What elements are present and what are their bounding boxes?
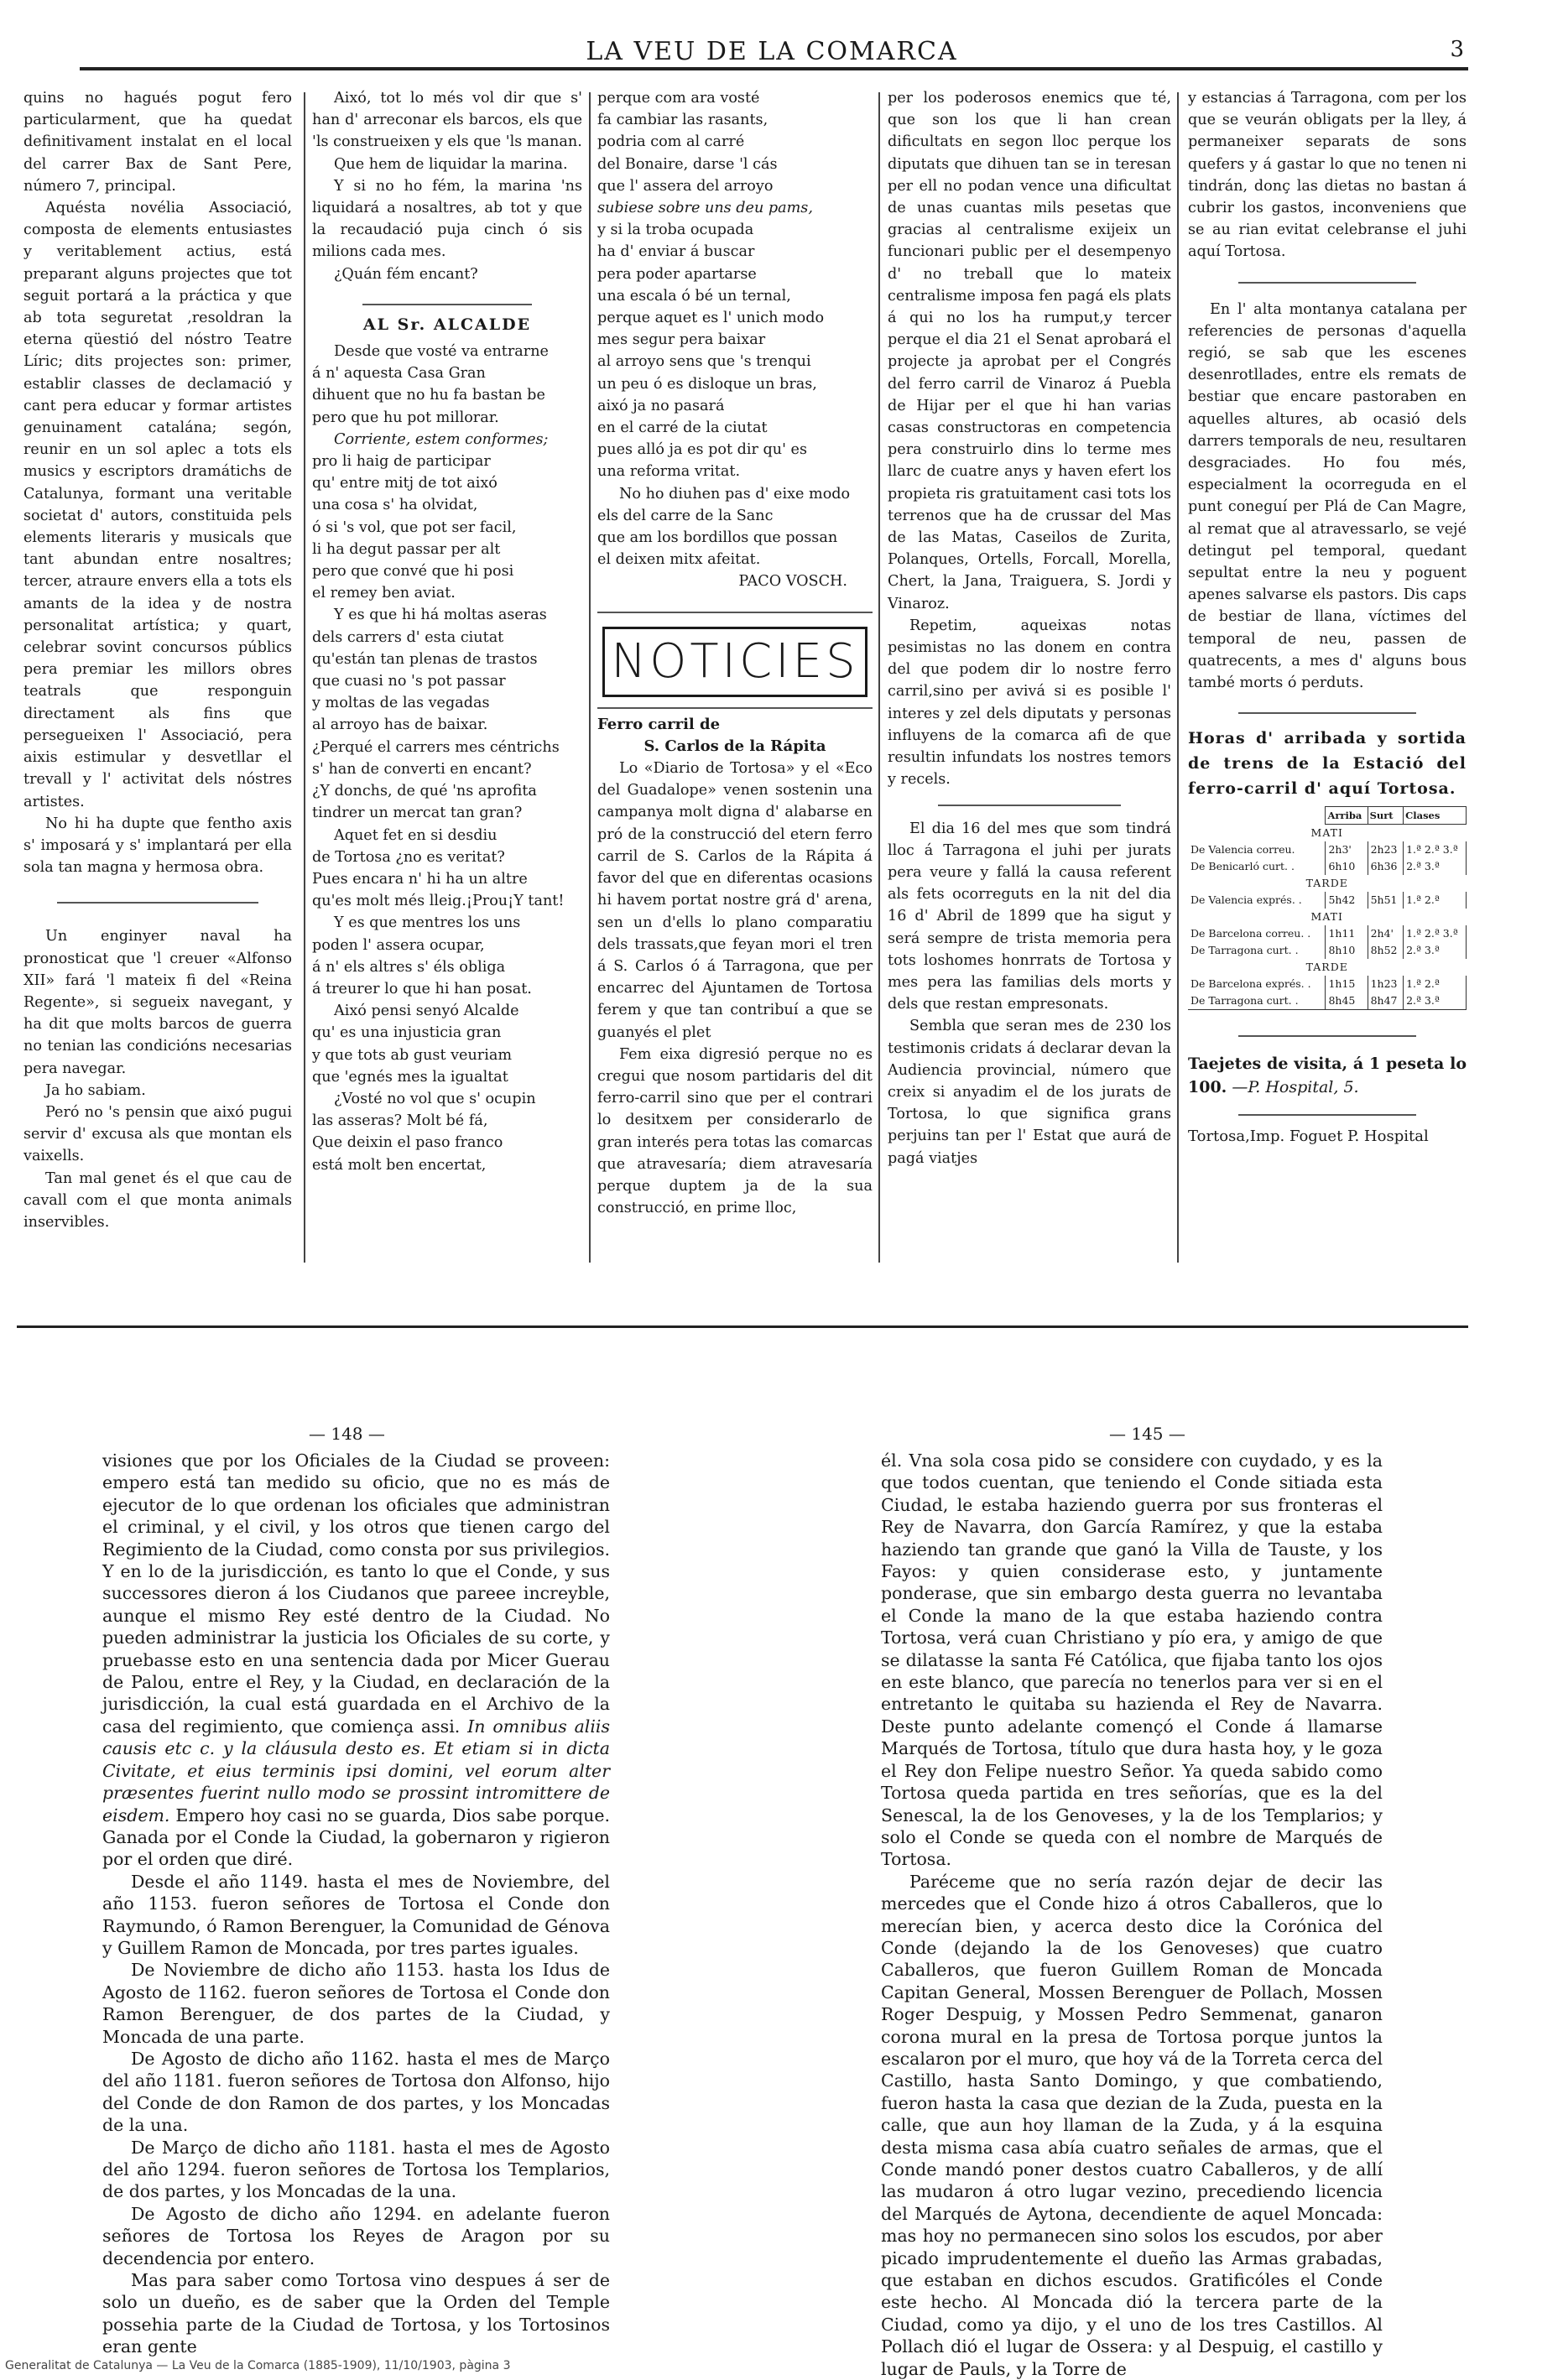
paragraph: Aixó, tot lo més vol dir que s' han d' arreconar els barcos, els que 'ls construeixen y els que 'ls manan. [312,90,582,151]
poem [597,87,873,570]
table-cell: 2.ª 3.ª [1404,942,1467,959]
paragraph: Lo «Diario de Tortosa» y el «Eco del Guadalope» venen sostenin una campanya molt digna d' alabarse en pró de la construcció del etern ferro carril de S. Carlos de la Rápita á favor del que en diferentas ocasions hi havem portat nostre grá d' arena, sen un d'ells lo plano comparatiu dels trassats,que feyan mori el tren á S. Carlos ó á Tarragona, que per encarrec del Ajuntamen de Tortosa ferem y que tan contribuí a que se guanyés el plet [597,760,873,1041]
poem-line: fa cambiar las rasants, [597,112,768,129]
poem-line: subiese sobre uns deu pams, [597,200,813,217]
paragraph [102,1450,610,1871]
column-3 [597,87,873,1219]
poem [312,341,582,1176]
section-divider [1238,712,1416,714]
poem-line: dihuent que no hu fa bastan be [312,387,545,404]
table-cell: De Tarragona curt. . [1188,942,1326,959]
table-cell: De Benicarló curt. . [1188,858,1326,875]
poem-line: pues alló ja es pot dir qu' es [597,441,807,459]
table-section-row [1188,959,1467,976]
table-section-row [1188,875,1467,892]
poem-line: una cosa s' ha olvidat, [312,497,478,514]
paragraph: Paréceme que no sería razón dejar de decir las mercedes que el Conde hizo á otros Caballeros, que lo merecían bien, y acerca desto dice la Corónica del Conde (dejando la de los Genoveses) que cuatro Caballeros, que fueron Guillem Roman de Moncada Capitan General, Mossen Berenguer de Pollach, Mossen Roger Despuig, y Mossen Pedro Semmenat, ganaron corona mural en la presa de Tortosa porque juntos la escalaron por el muro, que hoy vá de la Torreta cerca del Castillo, hasta Santo Domingo, y que combatiendo, fueron hasta la casa que dezian de la Zuda, puesta en la calle, que aun hoy llaman de la Zuda, y á la esquina desta misma casa abía cuatro señales de armas, que el Conde mandó poner destos cuatro Caballeros, y de allí las mudaron á otro lugar vezino, precediendo licencia del Marqués de Aytona, decendiente de aquel Moncada: mas hoy no permanecen sino solos los escudos, por aber picado imprudentemente el dueño las Armas grabadas, que estaban en dichos escudos. Gratificóles el Conde este hecho. Al Moncada dió la tercera parte de la Ciudad, como ya dijo, y el uno de los tres Castillos. Al Pollach dió el lugar de Ossera: y al Despuig, el castillo y lugar de Pauls, y la Torre de [881,1871,1383,2379]
table-section-row [1188,909,1467,925]
poem-line: qu' entre mitj de tot aixó [312,475,498,492]
paragraph: Que hem de liquidar la marina. [334,155,568,173]
column-header: Clases [1404,807,1467,825]
table-cell: 5h51 [1368,892,1404,909]
poem-line: pero que hu pot millorar. [312,409,499,426]
poem-line: á treurer lo que hi han posat. [312,980,532,997]
poem-line: Y es que mentres los uns [334,914,521,932]
ad-address: —P. Hospital, 5. [1232,1078,1359,1097]
table-cell: De Barcelona correu. . [1188,925,1326,942]
poem-line: de Tortosa ¿no es veritat? [312,848,505,866]
poem-line: el deixen mitx afeitat. [597,551,761,569]
column-divider [1177,92,1179,1263]
table-row [1188,841,1467,858]
paragraph: De Março de dicho año 1181. hasta el mes de Agosto del año 1294. fueron señores de Tortosa los Templarios, de dos partes, y los Moncadas de la una. [102,2137,610,2202]
paragraph: y estancias á Tarragona, com per los que se veurán obligats per la lley, á permaneixer separats de sons quefers y á gastar lo que no tenen ni tindrán, donç las dietas no bastan á cubrir los gastos, inconveniens que se au rian evitat celebranse el juhi aquí Tortosa. [1188,90,1467,261]
poem-line: perque com ara vosté [597,90,760,107]
table-cell: 2h23 [1368,841,1404,858]
poem-line: en el carré de la ciutat [597,419,768,437]
poem-line: está molt ben encertat, [312,1156,487,1174]
poem-line: mes segur pera baixar [597,331,766,349]
advertisement [1188,1052,1467,1099]
poem-line: poden l' assera ocupar, [312,936,485,954]
table-cell: 8h52 [1368,942,1404,959]
table-cell: 1h23 [1368,976,1404,992]
table-row [1188,976,1467,992]
train-schedule-table [1188,806,1467,1010]
paragraph: per los poderosos enemics que té, que son los que li han crean dificultats en segon lloc perque los diputats que dihuen tan se in teresan per ell no podan vence una dificultat de unas cuantas mils pesetas que gracias al centralisme exijeix un funcionari public per el desempenyo d' no treball que lo mateix centralisme imposa fen pagá els plats á qui no los ha rumput,y tercer perque el dia 21 el Senat aprobará el projecte ja aprobat per el Congrés del ferro carril de Vinaroz á Puebla de Hijar per el que hi han varias casas constructoras en competencia pera construirlo dins lo terme mes llarc de cuatre anys y haven efert los propieta ris gratuitament casi tots los terrenos que ha de crussar del Mas de las Matas, Caseilos de Zurita, Polanques, Ortells, Forcall, Morella, Chert, la Jana, Traiguera, S. Jordi y Vinaroz. [888,90,1171,612]
ad-text: Taejetes de visita, á 1 peseta lo 100. [1188,1055,1467,1097]
section-divider [1238,282,1416,284]
poem-line: podria com al carré [597,133,745,151]
table-header-row [1188,807,1467,825]
poem-line: pera poder apartarse [597,265,757,283]
poem-line: dels carrers d' esta ciutat [312,628,504,646]
table-cell: 8h47 [1368,992,1404,1010]
paragraph: él. Vna sola cosa pido se considere con cuydado, y es la que todos cuentan, que teniendo el Conde sitiada esta Ciudad, le estaba haziendo guerra por sus fronteras el Rey de Navarra, don García Ramírez, y que la estaba haziendo tan grande que ganó la Villa de Tauste, y los Fayos: y quien considerase esto, y juntamente ponderase, que sin embargo desta guerra no levantaba el Conde la mano de la que estaba haziendo contra Tortosa, verá cuan Christiano y pío era, y amigo de que se dilatasse la santa Fé Católica, que fijaba tanto los ojos en este blanco, que parecía no tenerlos para ver si en el entretanto le quitaba su hazienda el Rey de Navarra. Deste punto adelante començó el Conde á llamarse Marqués de Tortosa, título que dura hasta hoy, y le goza el Rey don Felipe nuestro Señor. Ya queda sabido como Tortosa queda partida en tres señorías, que es la del Senescal, la de los Genoveses, y la de los Templarios; y solo el Conde se queda con el nombre de Marqués de Tortosa. [881,1450,1383,1870]
column-header: Surt [1368,807,1404,825]
table-cell: 1.ª 2.ª [1404,976,1467,992]
poem-line: qu'están tan plenas de trastos [312,650,538,668]
table-cell: 6h10 [1326,858,1368,875]
poem-line: qu' es una injusticia gran [312,1024,502,1042]
paragraph-text: Empero hoy casi no se guarda, Dios sabe porque. Ganada por el Conde la Ciudad, la gobernaron y rigieron por el orden que diré. [102,1805,610,1870]
poem-line: y moltas de las vegadas [312,695,490,712]
paragraph: De Agosto de dicho año 1162. hasta el mes de Março del año 1181. fueron señores de Tortosa don Alfonso, hijo del Conde de don Ramon de dos partes, y los Moncadas de la una. [102,2048,610,2136]
noticies-banner: NOTICIES [602,627,867,697]
table-cell: 1.ª 2.ª 3.ª [1404,925,1467,942]
schedule-title: Horas d' arribada y sortida de trens de la Estació del ferro-carril d' aquí Tortosa. [1188,729,1467,799]
poem-line: pero que convé que hi posi [312,563,514,581]
paragraph: Aquésta novélia Associació, composta de elements entusiastes y veritablement actius, está preparant alguns projectes que tot seguit portará a la práctica y que ab tota seguretat ,resoldran la eterna qüestió del nóstro Teatre Líric; dits projectes son: primer, establir classes de declamació y cant pera educar y formar artistes genuinament catalána; segón, reunir en un sol aplec a tots els musics y escriptors dramátichs de Catalunya, formant una veritable societat d' autors, constituida pels elements literaris y musicals que tant abundan entre nosaltres; tercer, atraure envers ella a tots els amants de la idea y de nostra personalitat artística; y quart, celebrar sovint concursos públics pera premiar les millors obres teatrals que responguin directament als fins que persegueixen l' Associació, pera aixis estimular y desvetllar el trevall y l' activitat dels nóstres artistes. [23,200,292,810]
table-cell: 8h10 [1326,942,1368,959]
poem-line: qu'es molt més lleig.¡Prou¡Y tant! [312,893,565,910]
latin-quote: In omnibus aliis causis etc c. y la cláusula desto es. Et etiam si in dicta Civitate, et eius terminis ipsi domini, vel eorum alter præsentes fuerint nullo modo se prossint intromittere de eisdem. [102,1716,610,1825]
poem-line: Desde que vosté va entrarne [334,343,549,361]
poem-line: las asseras? Molt bé fá, [312,1112,488,1130]
table-cell: De Valencia exprés. . [1188,892,1326,909]
poem-line: al arroyo has de baixar. [312,716,488,734]
poem-line: ¿Y donchs, de qué 'ns aprofita [312,783,537,800]
paragraph: Tan mal genet és el que cau de cavall com el que monta animals inservibles. [23,1169,292,1231]
printer-imprint: Tortosa,Imp. Foguet P. Hospital [1188,1128,1429,1146]
column-5 [1188,87,1467,1148]
news-title: Ferro carril de [597,715,721,733]
poem-line: que l' assera del arroyo [597,177,774,195]
page-bottom-rule [17,1325,1468,1328]
section-divider [938,805,1121,806]
table-cell: De Barcelona exprés. . [1188,976,1326,992]
book-page-left [102,1450,610,2358]
column-divider [878,92,880,1263]
poem-line: á n' els altres s' éls obliga [312,958,506,976]
header-rule [80,67,1468,70]
poem-line: li ha degut passar per alt [312,540,501,558]
table-cell: 2h3' [1326,841,1368,858]
paragraph: quins no hagués pogut fero particularment, que ha quedat definitivament instalat en el local del carrer Bax de Sant Pere, número 7, principal. [23,90,292,195]
poem-line: ¿Perqué el carrers mes céntrichs [312,738,560,756]
table-row [1188,858,1467,875]
poem-line: Corriente, estem conformes; [334,430,549,448]
column-divider [589,92,591,1263]
table-section-row [1188,825,1467,842]
table-cell: 6h36 [1368,858,1404,875]
poem-line: ¿Vosté no vol que s' ocupin [334,1090,536,1107]
section-divider [597,707,873,709]
section-divider [597,612,873,613]
column-2 [312,87,582,1176]
table-row [1188,925,1467,942]
paragraph: Sembla que seran mes de 230 los testimonis cridats á declarar devan la Audiencia provincial, número que creix si anyadim el de los jurats de Tortosa, lo que significa grans perjuins tan per l' Estat que aurá de pagá viatjes [888,1018,1171,1167]
section-label: TARDE [1305,877,1348,890]
section-label: MATI [1310,826,1343,840]
column-1 [23,87,292,1233]
column-4 [888,87,1171,1169]
section-label: MATI [1310,910,1343,924]
poem-line: que am los bordillos que possan [597,529,838,547]
section-divider [57,902,258,904]
poem-line: y que tots ab gust veuriam [312,1046,513,1064]
section-divider [1238,1114,1416,1116]
poem-line: al arroyo sens que 's trenqui [597,353,811,371]
poem-line: s' han de converti en encant? [312,760,532,778]
page-number: 3 [1450,37,1464,62]
poem-line: el remey ben aviat. [312,585,456,602]
section-divider [362,304,532,305]
paragraph: Repetim, aqueixas notas pesimistas no las donem en contra del que podem dir lo nostre ferro carril,sino per avivá si es posible l' interes y zel dels diputats y personas influyens de la comarca afi de que resultin infundats los nostres temors y recels. [888,617,1171,789]
table-cell: De Valencia correu. [1188,841,1326,858]
poem-line: Aixó pensi senyó Alcalde [334,1003,519,1020]
poem-line: una reforma vritat. [597,463,741,481]
poem-line: ó si 's vol, que pot ser facil, [312,518,517,536]
paragraph: Fem eixa digresió perque no es cregui que nosom partidaris del dit ferro-carril sino que per el contrari lo desitxem per considerarlo de gran interés pera totas las comarcas que atravesaría; diem atravesaría perque duptem ja de la sua construcció, en prime lloc, [597,1045,873,1217]
poem-line: ha d' enviar á buscar [597,243,755,261]
poem-line: Pues encara n' hi ha un altre [312,870,528,888]
paragraph: Desde el año 1149. hasta el mes de Noviembre, del año 1153. fueron señores de Tortosa el Conde don Raymundo, ó Ramon Berenguer, la Comunidad de Génova y Guillem Ramon de Moncada, por tres partes iguales. [102,1871,610,1958]
table-cell: 2.ª 3.ª [1404,992,1467,1010]
table-row [1188,892,1467,909]
paragraph: El dia 16 del mes que som tindrá lloc á Tarragona el juhi per jurats pera veure y fallá la causa referent als fets ocorreguts en la nit del dia 16 d' Abril de 1899 que ha sigut y será sempre de trista memoria pera tots loshomes honrrats de Tortosa y mes pera las familias dels morts y dels que restan empresonats. [888,820,1171,1013]
book-page-right [881,1450,1383,2380]
news-title: S. Carlos de la Rápita [643,737,826,755]
poem-line: á n' aquesta Casa Gran [312,365,486,383]
poem-line: No ho diuhen pas d' eixe modo [619,485,851,503]
poem-line: Y es que hi há moltas aseras [334,607,547,624]
paragraph: Y si no ho fém, la marina 'ns liquidará a nosaltres, ab tot y que la recaudació puja cinch ó sis milions cada mes. [312,177,582,261]
column-divider [304,92,305,1263]
book-page-number: — 148 — [309,1424,385,1444]
paragraph: Peró no 's pensin que aixó pugui servir d' excusa als que montan els vaixells. [23,1103,292,1165]
footer-credit: Generalitat de Catalunya — La Veu de la Comarca (1885-1909), 11/10/1903, pàgina 3 [5,2359,511,2372]
column-header [1188,807,1326,825]
article-heading: AL Sr. ALCALDE [362,315,532,334]
signature: PACO VOSCH. [738,573,847,591]
poem-line: pro li haig de participar [312,453,491,471]
paragraph: De Noviembre de dicho año 1153. hasta los Idus de Agosto de 1162. fueron señores de Tortosa el Conde don Ramon Berenguer, de dos partes de la Ciudad, y Moncada de una parte. [102,1960,610,2047]
paragraph: Un enginyer naval ha pronosticat que 'l creuer «Alfonso XII» fará 'l mateix fi del «Reina Regente», si segueix navegant, y ha dit que molts barcos de guerra no tenian las condicións necesarias pera navegar. [23,928,292,1077]
paragraph: En l' alta montanya catalana per referencies de personas d'aquella regió, se sab que les escenes desenrotllades, entre els remats de bestiar que encare pastoraben en aquelles altures, ab ocasió dels darrers temporals de neu, resultaren desgraciades. Ho fou més, especialment la ocorreguda en el punt coneguí per Plá de Can Magre, al remat que al atravessarlo, se vejé detingut pel temporal, quedant sepultat entre la neu y poguent apenes salvarse els pastors. Dis caps de bestiar de llana, víctimes del temporal de neu, passen de quatrecents, a mes d' alguns bous també morts ó perduts. [1188,300,1467,692]
poem-line: y si la troba ocupada [597,221,754,239]
table-cell: 1.ª 2.ª [1404,892,1467,909]
table-cell: 8h45 [1326,992,1368,1010]
table-cell: 5h42 [1326,892,1368,909]
paragraph: No hi ha dupte que fentho axis s' imposará y s' implantará per ella sola tan magna y hermosa obra. [23,815,292,877]
poem-line: un peu ó es disloque un bras, [597,375,817,393]
table-cell: 1.ª 2.ª 3.ª [1404,841,1467,858]
poem-line: els del carre de la Sanc [597,507,774,524]
newspaper-title: LA VEU DE LA COMARCA [586,37,958,66]
table-cell: 2h4' [1368,925,1404,942]
poem-line: Que deixin el paso franco [312,1134,503,1152]
poem-line: aixó ja no pasará [597,397,725,414]
poem-line: que 'egnés mes la igualtat [312,1068,508,1086]
poem-line: Aquet fet en si desdiu [334,826,498,844]
paragraph: ¿Quán fém encant? [334,265,478,283]
section-label: TARDE [1305,961,1348,974]
paragraph: Ja ho sabiam. [45,1081,146,1099]
poem-line: tindrer un mercat tan gran? [312,805,523,822]
table-row [1188,992,1467,1010]
poem-line: perque aquet es l' unich modo [597,310,825,327]
book-page-number: — 145 — [1109,1424,1185,1444]
table-cell: De Tarragona curt. . [1188,992,1326,1010]
table-cell: 1h11 [1326,925,1368,942]
section-divider [1238,1035,1416,1037]
paragraph: Mas para saber como Tortosa vino despues á ser de solo un dueño, es de saber que la Orden del Temple possehia parte de la Ciudad de Tortosa, y los Tortosinos eran gente [102,2270,610,2357]
poem-line: que cuasi no 's pot passar [312,673,506,690]
table-cell: 1h15 [1326,976,1368,992]
poem-line: del Bonaire, darse 'l cás [597,155,778,173]
paragraph-text: visiones que por los Oficiales de la Ciudad se proveen: empero está tan medido su oficio, que no es más de ejecutor de lo que ordenan los oficiales que administran el criminal, y el civil, y los otros que tienen cargo del Regimiento de la Ciudad, como consta por sus privilegios. Y en lo de la jurisdicción, es tanto lo que el Conde, y sus successores dieron á los Ciudanos que pareee increyble, aunque el mismo Rey esté dentro de la Ciudad. No pueden administrar la justicia los Oficiales de su corte, y pruebasse esto en una sentencia dada por Micer Guerau de Palou, entre el Rey, y la Ciudad, en declaración de la jurisdicción, la cual está guardada en el Archivo de la casa del regimiento, que comiença assi. [102,1450,610,1737]
table-cell: 2.ª 3.ª [1404,858,1467,875]
paragraph: De Agosto de dicho año 1294. en adelante fueron señores de Tortosa los Reyes de Aragon por su decendencia por entero. [102,2203,610,2268]
newspaper-header [80,37,1464,66]
poem-line: una escala ó bé un ternal, [597,287,791,305]
column-header: Arriba [1326,807,1368,825]
table-row [1188,942,1467,959]
